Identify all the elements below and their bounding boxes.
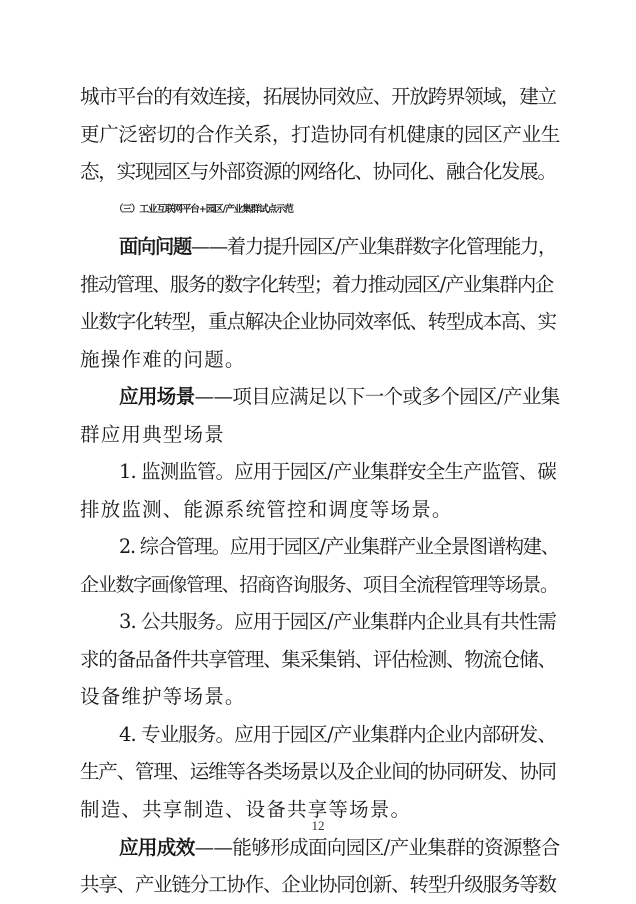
paragraph-text: ——能够形成面向园区/产业集群的资源整合 [194, 836, 560, 859]
paragraph-lead: 应用成效 [119, 836, 195, 859]
paragraph-text: ——项目应满足以下一个或多个园区/产业集 [194, 385, 560, 408]
page-number: 12 [311, 818, 325, 833]
body-line: 生产、管理、运维等各类场景以及企业间的协同研发、协同 [80, 760, 556, 783]
body-line: 制造、共享制造、设备共享等场景。 [80, 798, 412, 821]
body-line: 推动管理、服务的数字化转型；着力推动园区/产业集群内企 [80, 273, 553, 296]
body-line: 施操作难的问题。 [80, 348, 246, 371]
paragraph-first-line [119, 228, 560, 266]
list-item-first-line: 1. 监测监管。应用于园区/产业集群安全生产监管、碳 [119, 460, 556, 483]
body-line: 群应用典型场景 [80, 423, 225, 446]
section-heading: （三）工业互联网平台+园区/产业集群试点示范 [114, 204, 293, 215]
body-line: 排放监测、能源系统管控和调度等场景。 [80, 498, 453, 521]
paragraph-first-line [119, 829, 560, 867]
paragraph-text: ——着力提升园区/产业集群数字化管理能力， [190, 235, 556, 258]
paragraph-first-line [119, 378, 560, 416]
body-line: 态，实现园区与外部资源的网络化、协同化、融合化发展。 [80, 160, 556, 183]
list-item-first-line: 2. 综合管理。应用于园区/产业集群产业全景图谱构建、 [119, 535, 559, 558]
body-line: 求的备品备件共享管理、集采集销、评估检测、物流仓储、 [80, 648, 556, 671]
body-line: 设备维护等场景。 [80, 685, 246, 708]
body-line: 城市平台的有效连接，拓展协同效应、开放跨界领域，建立 [80, 85, 556, 108]
body-line: 共享、产业链分工协作、企业协同创新、转型升级服务等数 [80, 873, 556, 896]
list-item-first-line: 3. 公共服务。应用于园区/产业集群内企业具有共性需 [119, 610, 556, 633]
list-item-first-line: 4. 专业服务。应用于园区/产业集群内企业内部研发、 [119, 723, 556, 746]
body-line: 企业数字画像管理、招商咨询服务、项目全流程管理等场景。 [80, 574, 558, 596]
body-line: 业数字化转型，重点解决企业协同效率低、转型成本高、实 [80, 310, 556, 333]
paragraph-lead: 面向问题 [119, 235, 191, 258]
paragraph-lead: 应用场景 [119, 385, 195, 408]
body-line: 更广泛密切的合作关系，打造协同有机健康的园区产业生 [80, 123, 561, 146]
